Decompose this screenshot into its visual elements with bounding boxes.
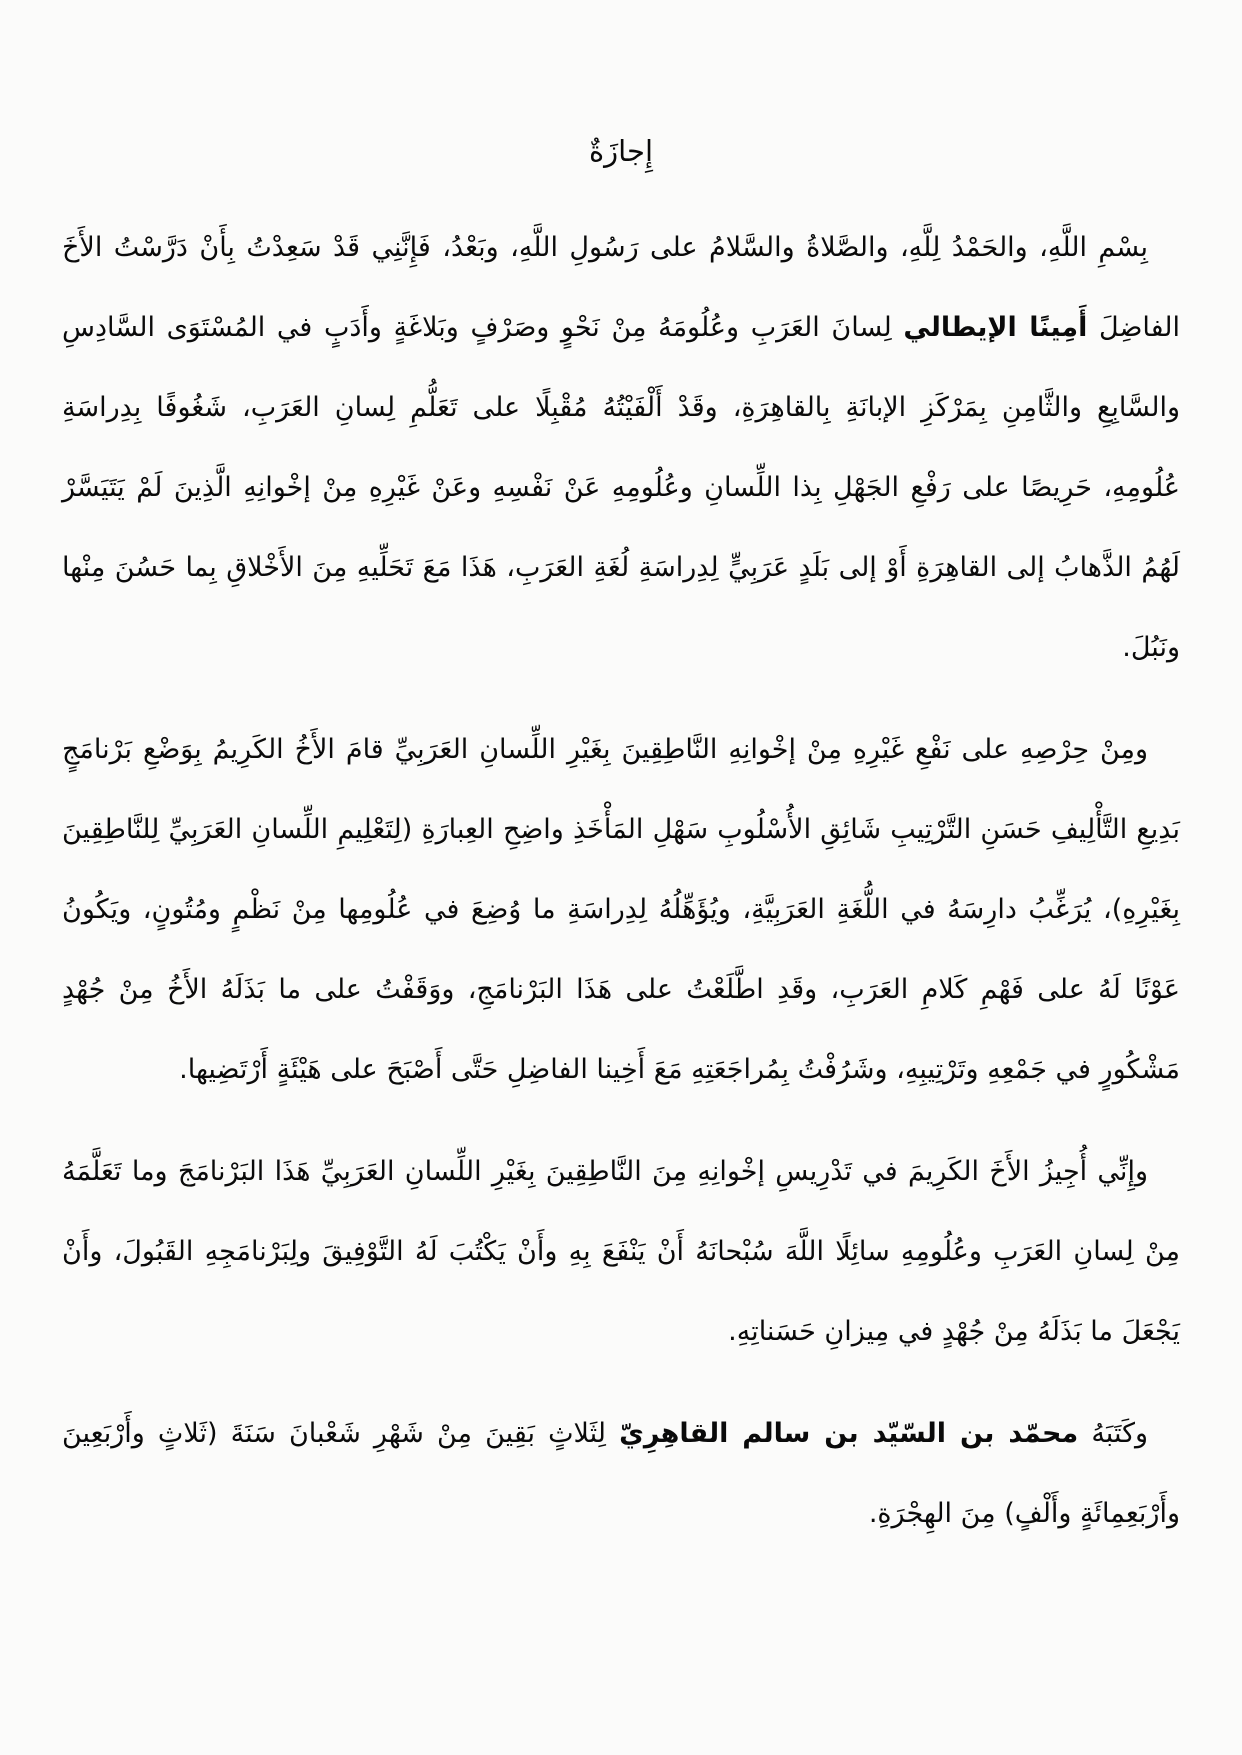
text-segment: ومِنْ حِرْصِهِ على نَفْعِ غَيْرِهِ مِنْ إخْوانِهِ النَّاطِقِينَ بِغَيْرِ اللِّسانِ العَرَبِيِّ قامَ الأَخُ الكَرِيمُ بِوَضْعِ بَرْنامَجٍ بَدِيعِ التَّأْلِيفِ حَسَنِ التَّرْتِيبِ شَائِقِ الأُسْلُوبِ سَهْلِ المَأْخَذِ واضِحِ العِبارَةِ (لِتَعْلِيمِ اللِّسانِ العَرَبِيِّ لِلنَّاطِقِينَ بِغَيْرِهِ)، يُرَغِّبُ دارِسَهُ في اللُّغَةِ العَرَبِيَّةِ، ويُؤَهِّلُهُ لِدِراسَةِ ما وُضِعَ في عُلُومِها مِنْ نَظْمٍ ومُتُونٍ، ويَكُونُ عَوْنًا لَهُ على فَهْمِ كَلامِ العَرَبِ، وقَدِ اطَّلَعْتُ على هَذَا البَرْنامَجِ، ووَقَفْتُ على ما بَذَلَهُ الأَخُ مِنْ جُهْدٍ مَشْكُورٍ في جَمْعِهِ وتَرْتِيبِهِ، وشَرُفْتُ بِمُراجَعَتِهِ مَعَ أَخِينا الفاضِلِ حَتَّى أَصْبَحَ على هَيْئَةٍ أَرْتَضِيها. — [62, 734, 1180, 1085]
text-segment: وإِنِّي أُجِيزُ الأَخَ الكَرِيمَ في تَدْرِيسِ إخْوانِهِ مِنَ النَّاطِقِينَ بِغَيْرِ اللِّسانِ العَرَبِيِّ هَذَا البَرْنامَجَ وما تَعَلَّمَهُ مِنْ لِسانِ العَرَبِ وعُلُومِهِ سائِلًا اللَّهَ سُبْحانَهُ أَنْ يَنْفَعَ بِهِ وأَنْ يَكْتُبَ لَهُ التَّوْفِيقَ ولِبَرْنامَجِهِ القَبُولَ، وأَنْ يَجْعَلَ ما بَذَلَهُ مِنْ جُهْدٍ في مِيزانِ حَسَناتِهِ. — [62, 1156, 1180, 1347]
paragraph — [62, 710, 1180, 1110]
bold-text-segment: محمّد بن السّيّد بن سالم القاهِرِيّ — [619, 1418, 1079, 1449]
paragraph — [62, 1132, 1180, 1372]
document-body — [62, 208, 1180, 1554]
text-segment: وكَتَبَهُ — [1078, 1418, 1148, 1449]
text-segment: لِسانَ العَرَبِ وعُلُومَهُ مِنْ نَحْوٍ وصَرْفٍ وبَلاغَةٍ وأَدَبٍ في المُسْتَوَى السَّادِسِ والسَّابِعِ والثَّامِنِ بِمَرْكَزِ الإبانَةِ بِالقاهِرَةِ، وقَدْ أَلْفَيْتُهُ مُقْبِلًا على تَعَلُّمِ لِسانِ العَرَبِ، شَغُوفًا بِدِراسَةِ عُلُومِهِ، حَرِيصًا على رَفْعِ الجَهْلِ بِذا اللِّسانِ وعُلُومِهِ عَنْ نَفْسِهِ وعَنْ غَيْرِهِ مِنْ إخْوانِهِ الَّذِينَ لَمْ يَتَيَسَّرْ لَهُمُ الذَّهابُ إلى القاهِرَةِ أَوْ إلى بَلَدٍ عَرَبِيٍّ لِدِراسَةِ لُغَةِ العَرَبِ، هَذَا مَعَ تَحَلِّيهِ مِنَ الأَخْلاقِ بِما حَسُنَ مِنْها ونَبُلَ. — [62, 312, 1180, 663]
text-segment: لِثَلاثٍ بَقِينَ مِنْ شَهْرِ شَعْبانَ سَنَةَ (ثَلاثٍ وأَرْبَعِينَ وأَرْبَعِمِائَةٍ وأَلْفٍ) مِنَ الهِجْرَةِ. — [62, 1418, 1180, 1529]
document-title: إِجازَةٌ — [588, 134, 654, 168]
text-segment: بِسْمِ اللَّهِ، والحَمْدُ لِلَّهِ، والصَّلاةُ والسَّلامُ على رَسُولِ اللَّهِ، وبَعْدُ، فَإِنَّنِي قَدْ سَعِدْتُ بِأَنْ دَرَّسْتُ الأَخَ الفاضِلَ — [62, 232, 1181, 343]
paragraph — [62, 1394, 1180, 1554]
paragraph — [62, 208, 1180, 688]
bold-text-segment: أَمِينًا الإيطالي — [903, 312, 1088, 343]
